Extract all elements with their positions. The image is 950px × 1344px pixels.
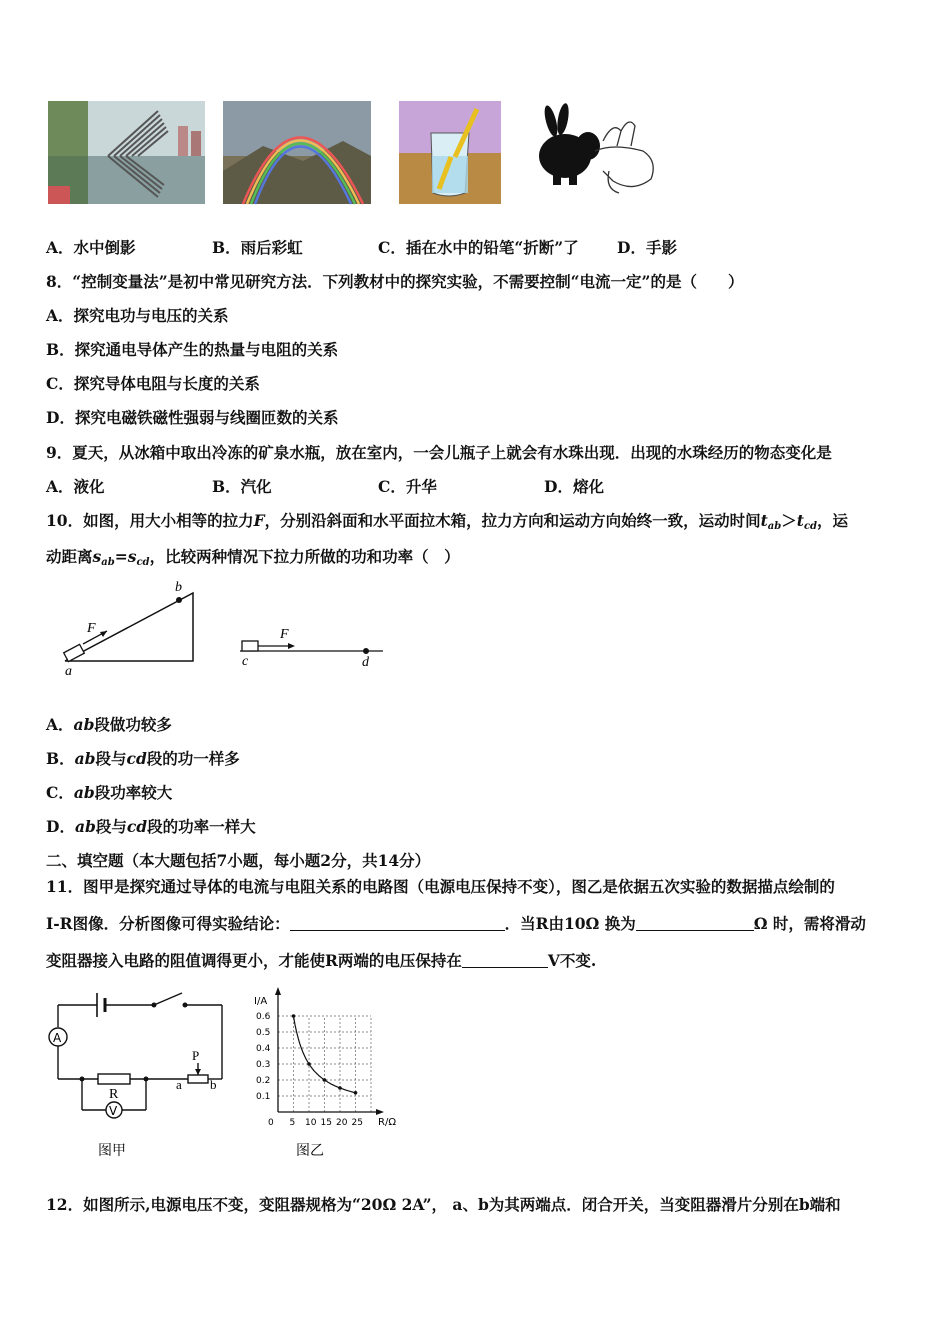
graph-ylabel: I/A <box>254 996 268 1007</box>
slider-label: P <box>192 1048 200 1063</box>
q10-option-c[interactable]: C．ab段功率较大 <box>46 783 173 802</box>
data-point <box>307 1062 311 1066</box>
q11-circuit-diagram <box>42 985 232 1165</box>
graph-xlabel: R/Ω <box>378 1117 396 1128</box>
q9-option-b[interactable]: B．汽化 <box>212 477 272 496</box>
y-tick-label: 0.2 <box>256 1076 271 1086</box>
terminal-a-label: a <box>176 1077 182 1092</box>
q12-line1: 12．如图所示,电源电压不变，变阻器规格为“20Ω 2A”， a、b为其两端点．闭合开关，当变阻器滑片分别在b端和 <box>46 1195 841 1214</box>
q9-option-a[interactable]: A．液化 <box>46 477 105 496</box>
photo-hand-shadow <box>533 101 663 204</box>
q8-option-a[interactable]: A．探究电功与电压的关系 <box>46 306 229 325</box>
q7-option-b[interactable]: B．雨后彩虹 <box>212 238 303 257</box>
q10-option-d[interactable]: D．ab段与cd段的功率一样大 <box>46 817 256 836</box>
q8-option-d[interactable]: D．探究电磁铁磁性强弱与线圈匝数的关系 <box>46 408 339 427</box>
q7-option-c[interactable]: C．插在水中的铅笔“折断”了 <box>378 238 579 257</box>
photo-reflection <box>48 101 205 204</box>
data-point <box>354 1091 358 1095</box>
y-tick-label: 0.3 <box>256 1060 271 1070</box>
resistor-label: R <box>109 1087 119 1102</box>
circuit-caption: 图甲 <box>98 1143 126 1159</box>
q10-label-F2: F <box>280 627 289 642</box>
q11-line1: 11．图甲是探究通过导体的电流与电阻关系的电路图（电源电压保持不变），图乙是依据五次实验的数据描点绘制的 <box>46 877 835 896</box>
q10-stem-line1: 10．如图，用大小相等的拉力F，分别沿斜面和水平面拉木箱，拉力方向和运动方向始终一致，运动时间$t_{ab}>t_{cd}$，运 <box>46 511 849 532</box>
x-tick-label: 20 <box>336 1118 348 1128</box>
q10-label-c: c <box>242 654 249 669</box>
q10-horizontal-diagram <box>238 620 388 675</box>
q10-option-a[interactable]: A．ab段做功较多 <box>46 715 172 734</box>
photo-pencil-in-water <box>399 101 501 204</box>
q8-option-b[interactable]: B．探究通电导体产生的热量与电阻的关系 <box>46 340 339 359</box>
q11-blank-resistance[interactable] <box>636 915 754 931</box>
x-tick-label: 5 <box>289 1118 296 1128</box>
q11-blank-conclusion[interactable] <box>290 915 505 931</box>
x-tick-label: 15 <box>320 1118 332 1128</box>
graph-caption: 图乙 <box>296 1143 324 1159</box>
ammeter-label: A <box>53 1031 62 1045</box>
q10-label-a: a <box>65 664 72 679</box>
q7-option-a[interactable]: A．水中倒影 <box>46 238 136 257</box>
q9-option-c[interactable]: C．升华 <box>378 477 437 496</box>
q10-stem-line2: 动距离$s_{ab}=s_{cd}$，比较两种情况下拉力所做的功和功率（ ） <box>46 547 460 568</box>
q11-ir-graph <box>250 985 410 1165</box>
y-tick-label: 0.5 <box>256 1028 271 1038</box>
q10-label-b: b <box>175 580 182 595</box>
x-tick-label: 25 <box>351 1118 363 1128</box>
q11-line3: 变阻器接入电路的阻值调得更小，才能使R两端的电压保持在 V不变. <box>46 951 597 970</box>
y-tick-label: 0.6 <box>256 1012 271 1022</box>
y-tick-label: 0.1 <box>256 1092 271 1102</box>
data-point <box>292 1014 296 1018</box>
photo-rainbow <box>223 101 371 204</box>
x-tick-label: 0 <box>268 1118 274 1128</box>
voltmeter-label: V <box>109 1104 118 1118</box>
x-tick-label: 10 <box>305 1118 317 1128</box>
terminal-b-label: b <box>210 1077 217 1092</box>
data-point <box>323 1078 327 1082</box>
data-point <box>338 1086 342 1090</box>
q8-stem: 8．“控制变量法”是初中常见研究方法．下列教材中的探究实验，不需要控制“电流一定”的是（ ） <box>46 272 744 291</box>
q7-option-d[interactable]: D．手影 <box>617 238 677 257</box>
q10-incline-diagram <box>55 578 205 678</box>
q9-stem: 9．夏天，从冰箱中取出冷冻的矿泉水瓶，放在室内，一会儿瓶子上就会有水珠出现．出现的水珠经历的物态变化是 <box>46 443 832 462</box>
q11-blank-voltage[interactable] <box>462 952 548 968</box>
q8-option-c[interactable]: C．探究导体电阻与长度的关系 <box>46 374 260 393</box>
q10-label-d: d <box>362 655 369 670</box>
q10-option-b[interactable]: B．ab段与cd段的功一样多 <box>46 749 240 768</box>
y-tick-label: 0.4 <box>256 1044 271 1054</box>
q10-label-F1: F <box>87 621 96 636</box>
q9-option-d[interactable]: D．熔化 <box>544 477 604 496</box>
q11-line2: I-R图像．分析图像可得实验结论： ．当R由10Ω 换为 Ω 时，需将滑动 <box>46 914 866 933</box>
section-heading: 二、填空题（本大题包括7小题，每小题2分，共14分） <box>46 851 431 870</box>
